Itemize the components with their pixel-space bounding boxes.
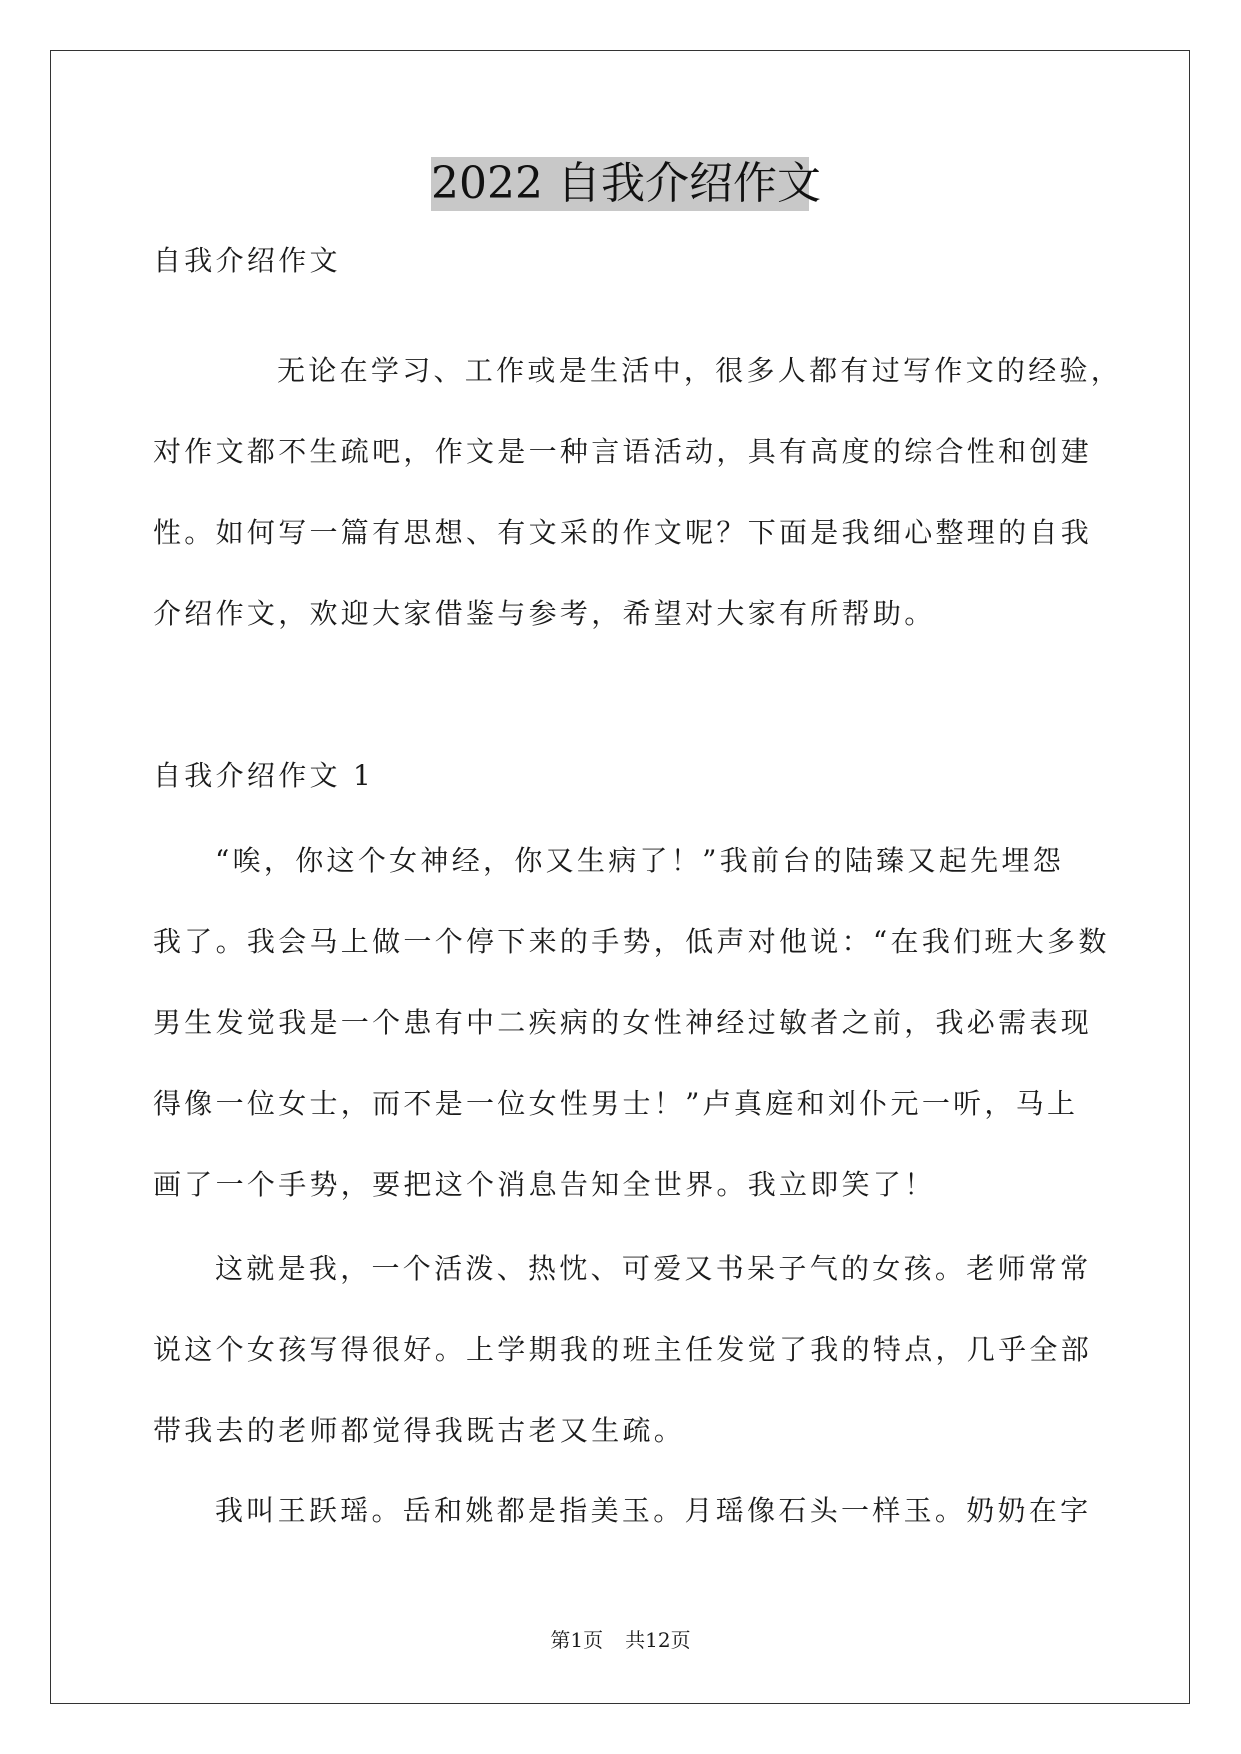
page-number: 第1页 [550, 1628, 604, 1652]
paragraph-line: 男生发觉我是一个患有中二疾病的女性神经过敏者之前，我必需表现 [153, 1006, 1093, 1039]
page-footer [0, 1628, 1241, 1652]
paragraph-line: 性。如何写一篇有思想、有文采的作文呢？下面是我细心整理的自我 [153, 516, 1093, 549]
paragraph-line: 说这个女孩写得很好。上学期我的班主任发觉了我的特点，几乎全部 [153, 1333, 1093, 1366]
paragraph-line: 带我去的老师都觉得我既古老又生疏。 [153, 1414, 686, 1447]
essay-heading-text: 自我介绍作文 1 [153, 759, 375, 792]
paragraph-line: 画了一个手势，要把这个消息告知全世界。我立即笑了！ [153, 1168, 936, 1201]
intro-paragraph [153, 330, 1122, 654]
paragraph-line: 这就是我，一个活泼、热忱、可爱又书呆子气的女孩。老师常常 [215, 1252, 1092, 1285]
essay-heading [153, 735, 374, 816]
paragraph-line: 介绍作文，欢迎大家借鉴与参考，希望对大家有所帮助。 [153, 597, 936, 630]
page-total: 共12页 [625, 1628, 691, 1652]
paragraph-line: 得像一位女士，而不是一位女性男士！”卢真庭和刘仆元一听，马上 [153, 1087, 1079, 1120]
section-heading-text: 自我介绍作文 [153, 244, 341, 277]
paragraph-line: 我了。我会马上做一个停下来的手势，低声对他说：“在我们班大多数 [153, 925, 1110, 958]
paragraph-line: “唉，你这个女神经，你又生病了！”我前台的陆臻又起先埋怨 [215, 844, 1065, 877]
essay-paragraph [153, 1470, 1091, 1551]
paragraph-line: 对作文都不生疏吧，作文是一种言语活动，具有高度的综合性和创建 [153, 435, 1093, 468]
essay-paragraph [153, 1228, 1092, 1471]
section-heading [153, 220, 341, 301]
essay-paragraph [153, 820, 1110, 1225]
document-title: 2022 自我介绍作文 [431, 158, 821, 209]
paragraph-line: 我叫王跃瑶。岳和姚都是指美玉。月瑶像石头一样玉。奶奶在字 [215, 1494, 1092, 1527]
paragraph-line: 无论在学习、工作或是生活中，很多人都有过写作文的经验， [277, 354, 1123, 387]
